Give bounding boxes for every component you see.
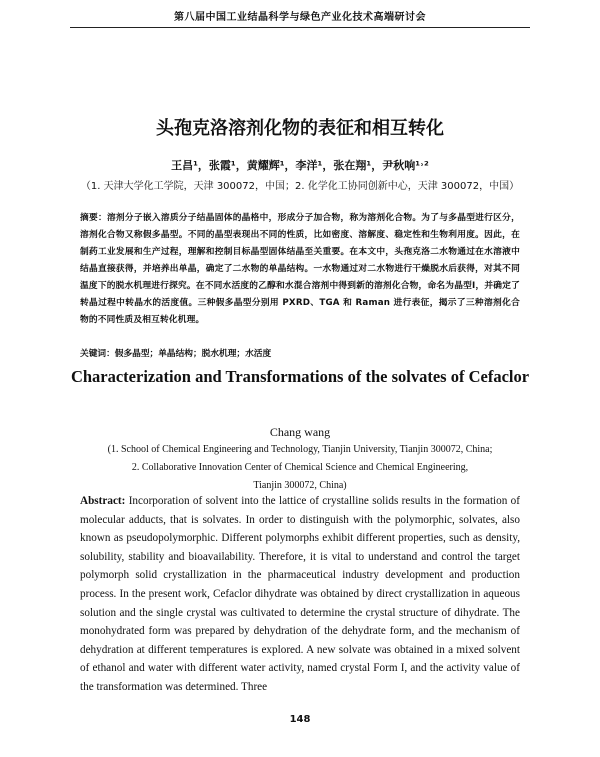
english-abstract-label: Abstract: <box>80 495 126 507</box>
conference-header: 第八届中国工业结晶科学与绿色产业化技术高端研讨会 <box>70 8 530 28</box>
english-author: Chang wang <box>269 425 331 439</box>
chinese-title: 头孢克洛溶剂化物的表征和相互转化 <box>156 118 444 139</box>
chinese-keywords-text: 假多晶型；单晶结构；脱水机理；水活度 <box>114 349 272 359</box>
chinese-abstract <box>80 210 520 329</box>
chinese-abstract-text: 溶剂分子嵌入溶质分子结晶固体的晶格中，形成分子加合物，称为溶剂化合物。为了与多晶型进行区分，溶剂化合物又称假多晶型。不同的晶型表现出不同的性质，比如密度、溶解度、稳定性和生物利用度。因此，在制药工业发展和生产过程，理解和控制目标晶型固体结晶至关重要。在本文中，头孢克洛二水物通过在水溶液中结晶直接获得，并培养出单晶，确定了二水物的单晶结构。一水物通过对二水物进行干燥脱水后获得，对其不同温度下的脱水机理进行探究。在不同水活度的乙醇和水混合溶剂中得到新的溶剂化合物，命名为晶型Ⅰ，并确定了转晶过程中转晶水的活度值。三种假多晶型分别用 PXRD、TGA 和 Raman 进行表征，揭示了三种溶剂化合物的不同性质及相互转化机理。 <box>80 213 520 325</box>
page-number: 148 <box>289 714 311 725</box>
english-affiliation-line-1: (1. School of Chemical Engineering and Technology, Tianjin University, Tianjin 300072, China; <box>107 444 493 455</box>
english-abstract <box>80 492 520 697</box>
chinese-abstract-label: 摘要： <box>80 213 107 223</box>
english-affiliation <box>60 441 540 495</box>
english-affiliation-line-3: Tianjin 300072, China) <box>253 480 347 491</box>
english-affiliation-line-2: 2. Collaborative Innovation Center of Chemical Science and Chemical Engineering, <box>131 462 469 473</box>
english-title: Characterization and Transformations of the solvates of Cefaclor <box>70 367 530 386</box>
chinese-keywords <box>80 347 520 359</box>
chinese-keywords-label: 关键词： <box>80 349 115 359</box>
english-abstract-text: Incorporation of solvent into the lattice of crystalline solids results in the formation of molecular adducts, that is solvates. In order to distinguish with the polymorphic, solvates, also known as pseudopolymorphic. Different polymorphs exhibit different properties, such as density, solubility, stability and bioavailability. Therefore, it is vital to understand and control the target polymorph solid crystallization in the pharmaceutical industry development and production process. In the present work, Cefaclor dihydrate was obtained by direct crystallization in aqueous solution and the single crystal was cultivated to determine the crystal structure of dihydrate. The monohydrated form was prepared by dehydration of the dehydrate form, and the mechanism of dehydration at different temperatures is explored. A new solvate was obtained in a mixed solvent of ethanol and water with different water activity, named crystal Form I, and the activity value of the transformation was determined. Three <box>80 495 521 693</box>
chinese-affiliation: （1. 天津大学化工学院，天津 300072，中国；2. 化学化工协同创新中心，天津 300072，中国） <box>80 181 520 192</box>
chinese-authors: 王昌¹，张霞¹，黄耀辉¹，李洋¹，张在翔¹，尹秋响¹˒² <box>171 159 429 172</box>
